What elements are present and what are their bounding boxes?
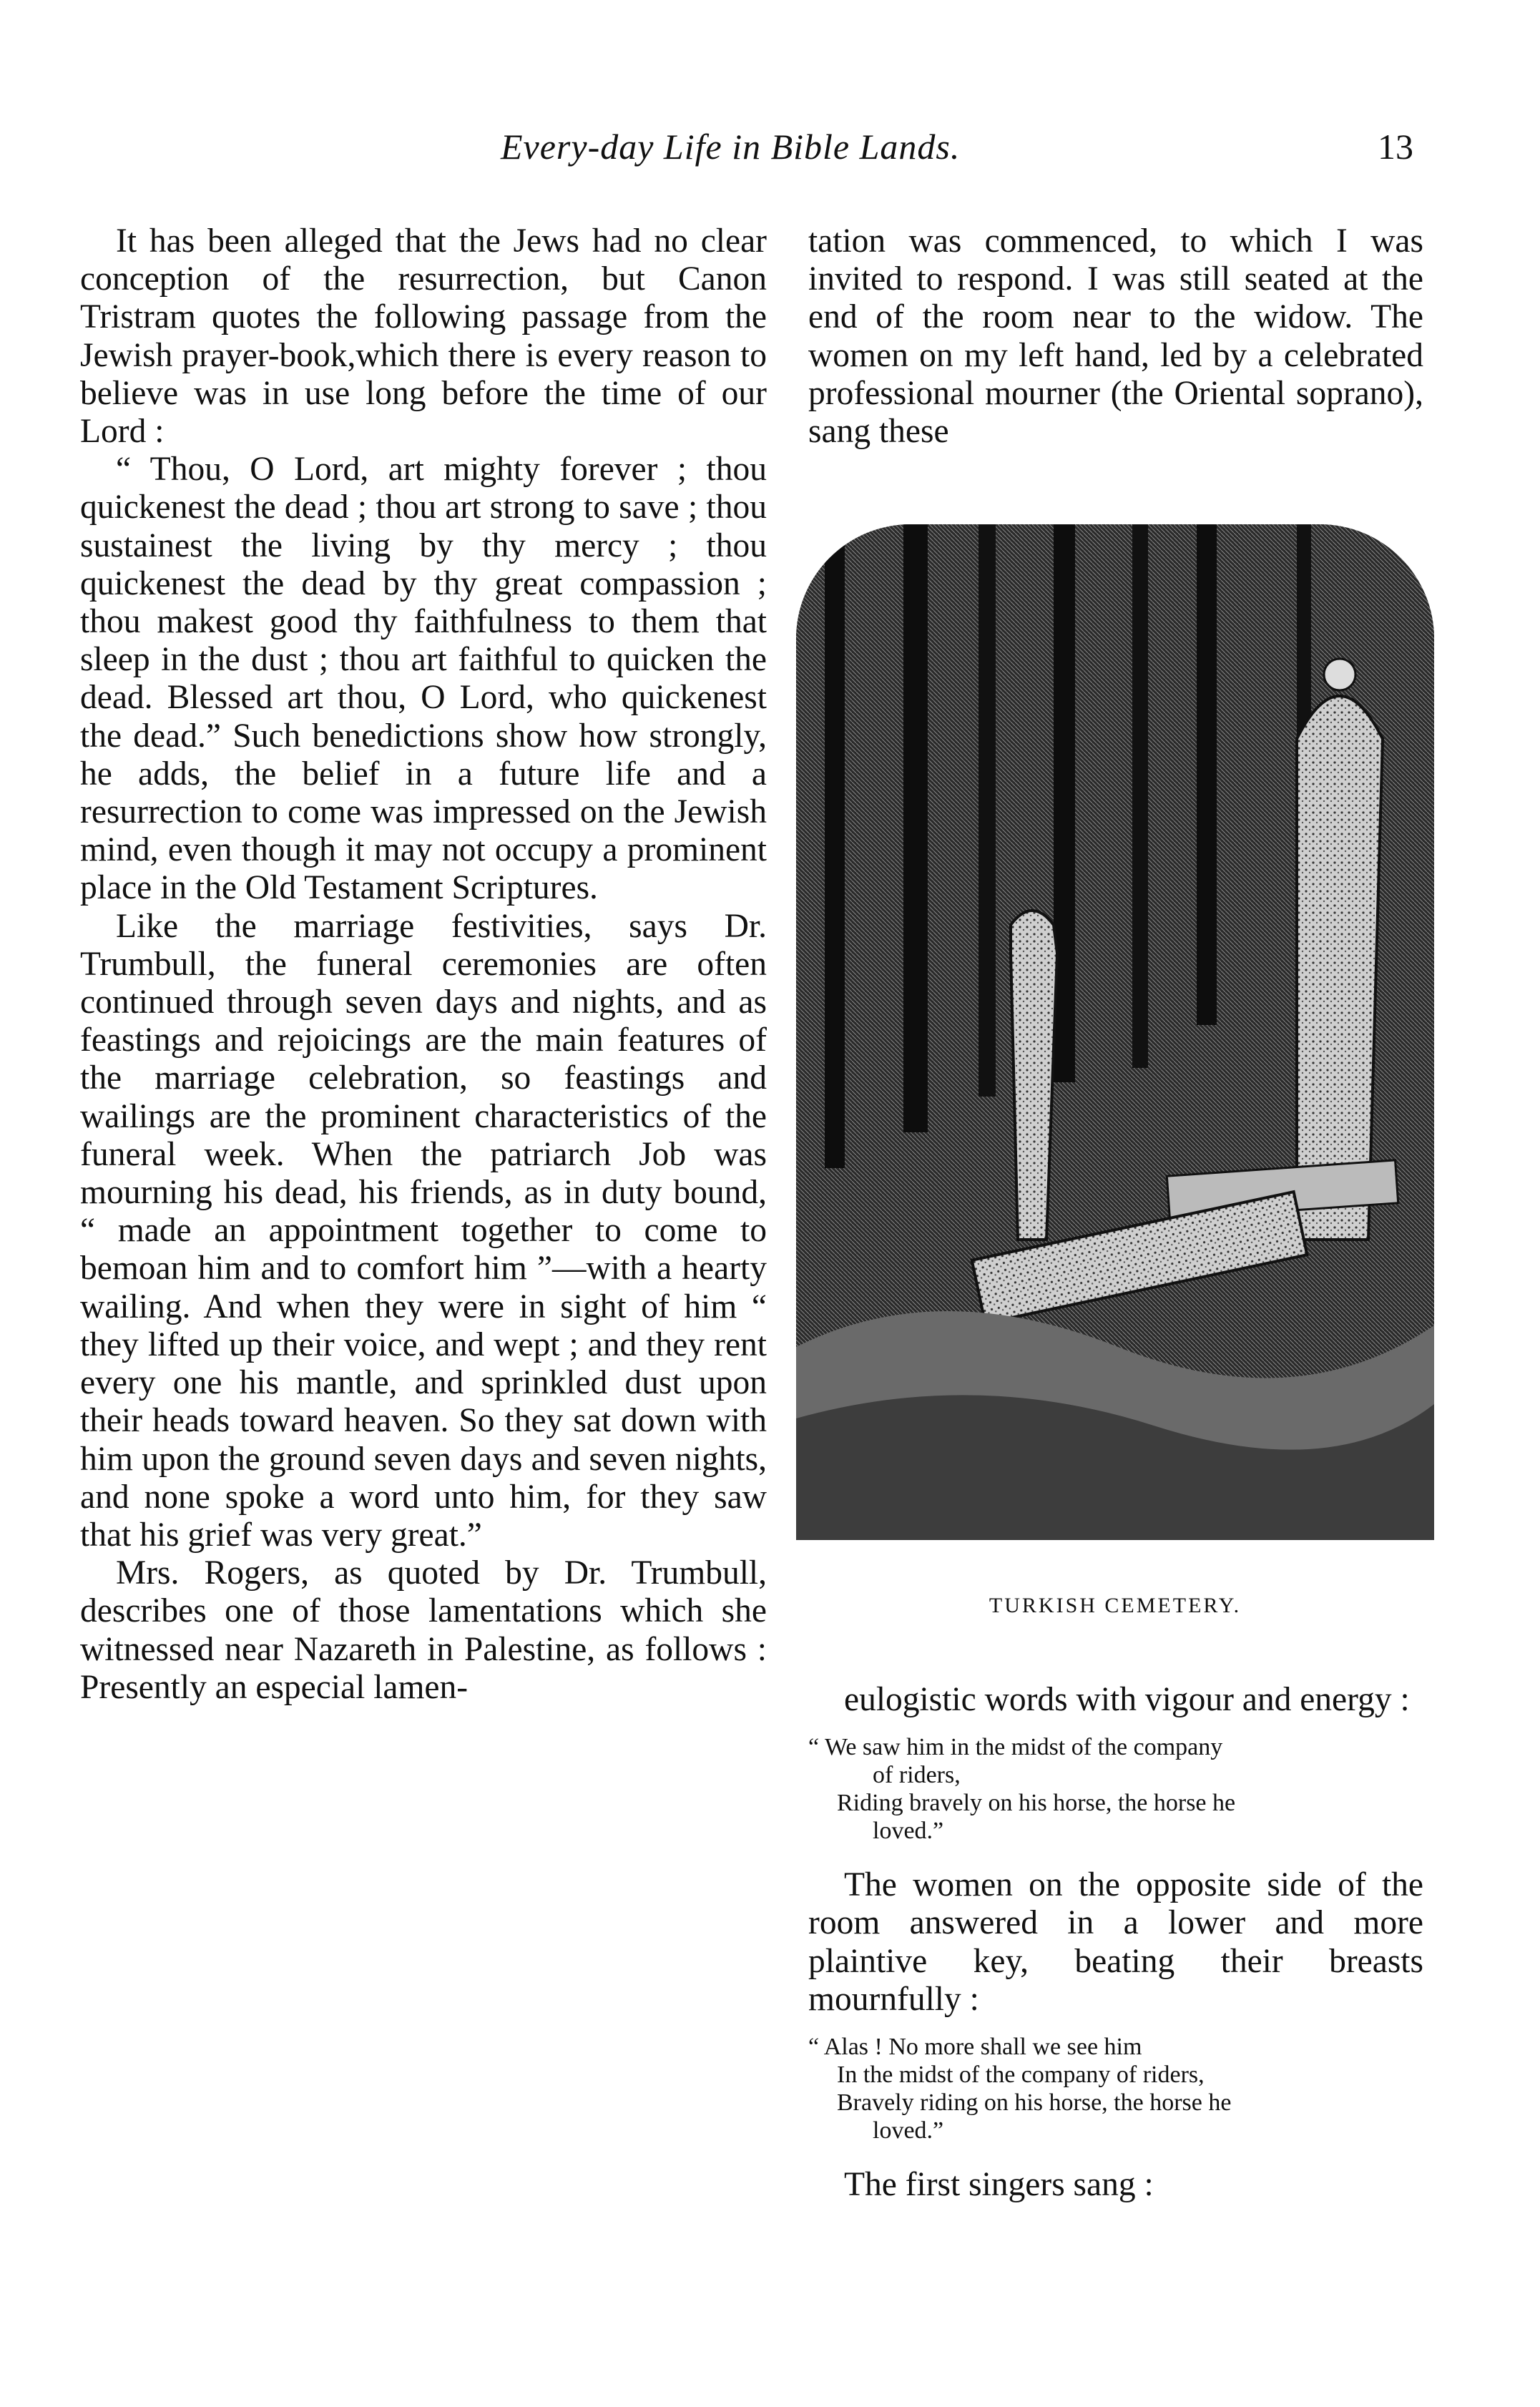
figure-caption: TURKISH CEMETERY. xyxy=(989,1594,1242,1617)
poem-line: “ Alas ! No more shall we see him xyxy=(808,2034,1142,2061)
cemetery-engraving xyxy=(796,524,1434,1540)
paragraph-funeral-ceremonies: Like the marriage festivities, says Dr. Trumbull, the funeral ceremonies are often continued through seven days and nights, and as feastings and rejoicings are the main features of the marriage celebration, so feastings and wailings are the prominent characteristics of the funeral week. When the patriarch Job was mourning his dead, his friends, as in duty bound, “ made an appointment together to come to bemoan him and to comfort him ”—with a hearty wailing. And when they were in sight of him “ they lifted up their voice, and wept ; and they rent every one his mantle, and sprinkled dust upon their heads toward heaven. So they sat down with him upon the ground seven days and seven nights, and none spoke a word unto him, for they saw that his grief was very great.” xyxy=(80,907,767,1554)
running-title: Every-day Life in Bible Lands. xyxy=(501,127,961,167)
paragraph-lamentation: tation was commenced, to which I was invited to respond. I was still seated at the end of the room near to the widow. The women on my left hand, led by a celebrated professional mourner (the Oriental soprano), sang these xyxy=(808,222,1423,451)
paragraph-prayer-quote: “ Thou, O Lord, art mighty forever ; thou quickenest the dead ; thou art strong to save ; thou sustainest the living by thy mercy ; thou quickenest the dead by thy great compassion ; thou makest good thy faithfulness to them that sleep in the dust ; thou art faithful to quicken the dead. Blessed art thou, O Lord, who quickenest the dead.” Such benedictions show how strongly, he adds, the belief in a future life and a resurrection to come was impressed on the Jewish mind, even though it may not occupy a prominent place in the Old Testament Scriptures. xyxy=(80,451,767,907)
poem-line: Riding bravely on his horse, the horse he xyxy=(837,1790,1236,1817)
poem-line: loved.” xyxy=(873,2117,944,2144)
turkish-cemetery-illustration xyxy=(796,524,1434,1540)
paragraph-eulogistic: eulogistic words with vigour and energy : xyxy=(844,1681,1410,1718)
poem-line: “ We saw him in the midst of the company xyxy=(808,1734,1223,1761)
poem-line: Bravely riding on his horse, the horse he xyxy=(837,2089,1232,2117)
paragraph-women-answered: The women on the opposite side of the room answered in a lower and more plaintive key, beating their breasts mournfully : xyxy=(808,1866,1423,2018)
paragraph-resurrection: It has been alleged that the Jews had no clear conception of the resurrection, but Canon Tristram quotes the following passage from the Jewish prayer-book,which there is every reason to believe was in use long before the time of our Lord : xyxy=(80,222,767,451)
poem-line: loved.” xyxy=(873,1818,944,1845)
poem-first-singers xyxy=(808,1733,1423,1845)
running-header xyxy=(0,126,1540,176)
left-column xyxy=(80,222,767,2275)
paragraph-first-singers: The first singers sang : xyxy=(844,2166,1154,2204)
poem-second-singers xyxy=(808,2033,1423,2144)
paragraph-mrs-rogers: Mrs. Rogers, as quoted by Dr. Trumbull, describes one of those lamentations which she witnessed near Nazareth in Palestine, as follows : Presently an especial lamen- xyxy=(80,1554,767,1706)
page-number: 13 xyxy=(1378,127,1413,167)
right-column-top xyxy=(808,222,1423,451)
poem-line: In the midst of the company of riders, xyxy=(837,2062,1205,2089)
poem-line: of riders, xyxy=(873,1762,961,1789)
right-column-bottom xyxy=(808,1681,1423,2204)
